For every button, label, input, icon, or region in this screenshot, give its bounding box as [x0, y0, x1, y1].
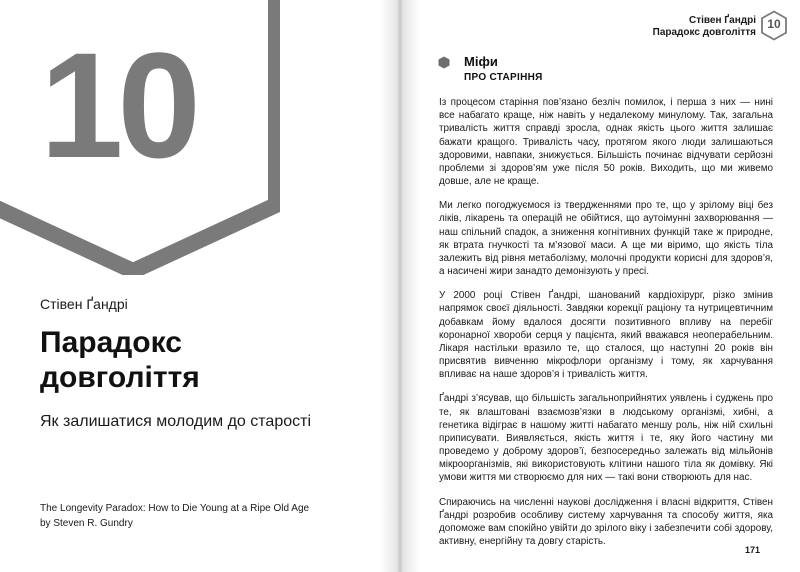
running-head-title: Парадокс довголіття: [652, 27, 756, 38]
paragraph: Спираючись на численні наукові дослідження і власні відкриття, Стівен Ґандрі розробив особливу систему харчування та способу життя, яка допоможе вам спокійно увійти до зрілого віку і забезпечити собі здорову, активну, енергійну та довгу старість.: [439, 496, 773, 548]
original-title-block: [40, 502, 340, 531]
paragraph: Ми легко погоджуємося із твердженнями про те, що у зрілому віці без ліків, лікарень та операцій не обійтися, що аутоімунні захворювання — наш спільний спадок, а зниження когнітивних функцій таке ж природне, як втрата гнучкості та м’язової маси. А ще ми віримо, що якість тіла залежить від рівня метаболізму, молочні продукти корисні для здоров’я, а насичені жири занадто демонізують у пресі.: [439, 200, 773, 278]
book-title-line2: довголіття: [40, 361, 200, 395]
paragraph: У 2000 році Стівен Ґандрі, шанований кардіохірург, різко змінив напрямок своєї діяльності. Завдяки корекції раціону та нутрицевтичним добавкам йому вдалося досягти позитивного впливу на перебіг коронарної хвороби серця у пацієнта, який вважався неоперабельним. Лікаря настільки вразило те, що сталося, що наступні 20 років він присвятив вивченню мікрофлори організму і тому, як харчування впливає на наше здоров’я і тривалість життя.: [439, 290, 773, 381]
hexagon-bullet-icon: [438, 56, 450, 69]
chapter-badge-number: 10: [767, 17, 781, 31]
left-page: [0, 0, 398, 572]
page-number: 171: [744, 545, 760, 555]
book-gutter: [380, 0, 420, 572]
paragraph: Ґандрі з’ясував, що більшість загальноприйнятих уявлень і суджень про те, як влаштовані взаємозв’язки в людському організмі, хибні, а генетика відіграє в нашому житті набагато меншу роль, ніж ній схильні приписувати. Виявляється, якість життя і те, яку його частину ми проведемо у доброму здоров’ї, безпосередньо залежать від мільйонів мікроорганізмів, які використовують клітини нашого тіла як домівку. Які умови життя ми створюємо для них — такі вони створюють для нас.: [439, 393, 773, 484]
running-head-author: Стівен Ґандрі: [689, 15, 756, 26]
book-title: [40, 325, 340, 395]
paragraph: Із процесом старіння пов’язано безліч помилок, і перша з них — нині все набагато краще, ніж навіть у недалекому минулому. Так, загальна тривалість життя справді зросла, однак якість цього життя залишає бажати кращого. Тривалість часу, протягом якого люди залишаються здоровими, навпаки, знижується. Більшість починає відчувати серйозні проблеми зі здоров’ям уже після 50 років. Виходить, що ми живемо довше, але не краще.: [439, 97, 773, 188]
original-author: by Steven R. Gundry: [40, 517, 133, 529]
original-title: The Longevity Paradox: How to Die Young at a Ripe Old Age: [40, 503, 310, 514]
section-title: Міфи: [464, 54, 498, 69]
running-head: [653, 15, 756, 39]
body-text: [439, 96, 773, 559]
book-title-line1: Парадокс: [40, 326, 182, 359]
right-page: [402, 0, 800, 572]
author-name: Стівен Ґандрі: [40, 296, 128, 312]
section-subtitle: ПРО СТАРІННЯ: [464, 72, 543, 83]
book-subtitle: Як залишатися молодим до старості: [40, 413, 311, 430]
chapter-number: 10: [40, 21, 195, 189]
